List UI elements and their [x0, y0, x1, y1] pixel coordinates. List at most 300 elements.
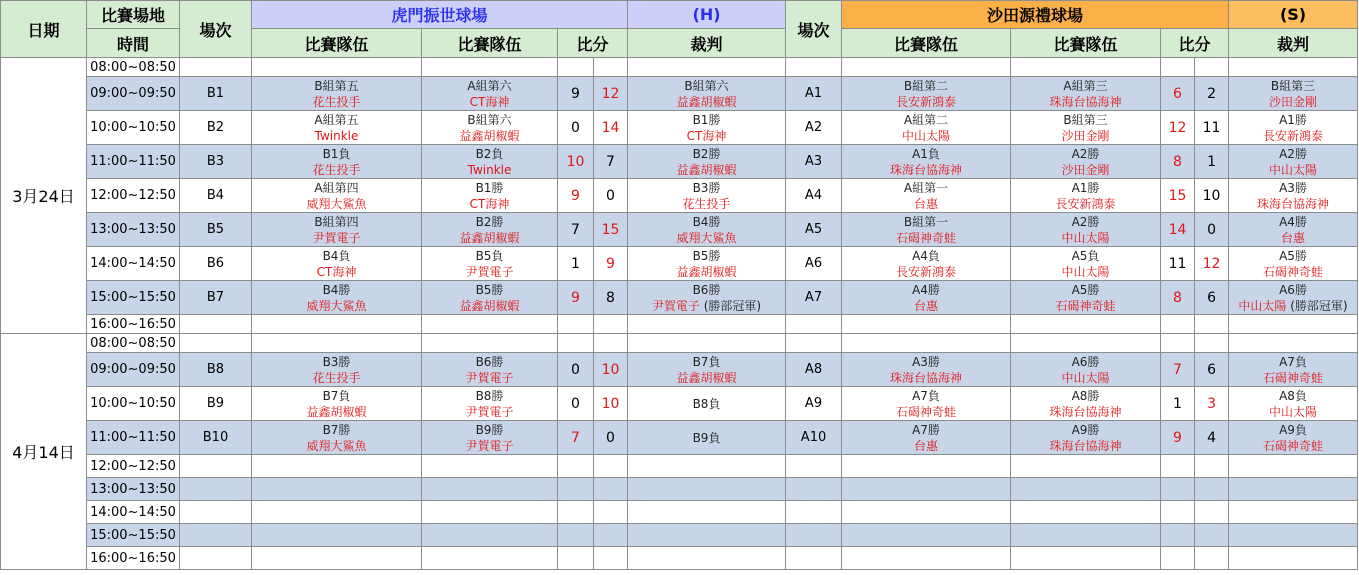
score-2-h: 0: [594, 179, 628, 213]
team-name: 尹賀電子: [465, 264, 514, 279]
team-name: 益鑫胡椒蝦: [676, 94, 737, 109]
team-seed: A3勝: [912, 354, 940, 369]
score-2-s: 10: [1195, 179, 1229, 213]
game-code-s: A1: [786, 77, 842, 111]
team-seed: A2勝: [1279, 146, 1307, 161]
score-1-s: 6: [1161, 77, 1195, 111]
empty-cell: [1229, 334, 1358, 353]
team-seed: A5負: [1071, 248, 1100, 263]
team-name: 中山太陽: [1061, 370, 1110, 385]
team-name: 台惠: [914, 438, 939, 453]
team-1-s: [842, 111, 1011, 145]
team-seed: B3勝: [692, 180, 721, 195]
team-1-h: [252, 77, 422, 111]
empty-cell: [558, 524, 594, 547]
team-2-h: [422, 387, 558, 421]
empty-cell: [422, 334, 558, 353]
header-row-1: [1, 1, 1358, 29]
venue-s-code: (S): [1229, 1, 1358, 29]
referee-h: [628, 247, 786, 281]
empty-cell: [786, 455, 842, 478]
team-name: CT海神: [316, 264, 357, 279]
team-name: 中山太陽: [1061, 230, 1110, 245]
referee-h: [628, 213, 786, 247]
team-name: 中山太陽: [1061, 264, 1110, 279]
referee-h: [628, 145, 786, 179]
time-cell: 12:00~12:50: [87, 455, 180, 478]
team-name: 花生投手: [312, 94, 361, 109]
game-header-h: 場次: [180, 1, 252, 58]
teams-header-s2: 比賽隊伍: [1011, 29, 1161, 58]
game-code-h: B2: [180, 111, 252, 145]
team-name: 尹賀電子: [465, 404, 514, 419]
empty-cell: [422, 315, 558, 334]
team-name: 珠海台協海神: [1049, 94, 1122, 109]
score-1-h: 0: [558, 111, 594, 145]
schedule-row: [1, 353, 1358, 387]
team-name: CT海神: [469, 196, 510, 211]
referee-s: [1229, 421, 1358, 455]
team-name: 尹賀電子: [465, 438, 514, 453]
schedule-row: [1, 145, 1358, 179]
empty-cell: [1195, 524, 1229, 547]
empty-cell: [1229, 58, 1358, 77]
schedule-row: [1, 179, 1358, 213]
venue-s-name: 沙田源禮球場: [842, 1, 1229, 29]
team-1-s: [842, 179, 1011, 213]
empty-cell: [1161, 524, 1195, 547]
team-seed: B7負: [322, 388, 351, 403]
game-code-h: B4: [180, 179, 252, 213]
team-seed: B6勝: [475, 354, 504, 369]
empty-cell: [252, 315, 422, 334]
schedule-row: [1, 111, 1358, 145]
referee-header-h: 裁判: [628, 29, 786, 58]
team-seed: B組第四: [314, 214, 359, 229]
team-2-h: [422, 281, 558, 315]
team-name: 石碣神奇蛙: [896, 230, 957, 245]
team-name: 花生投手: [682, 196, 731, 211]
game-code-h: B10: [180, 421, 252, 455]
empty-cell: [628, 524, 786, 547]
empty-cell: [594, 547, 628, 570]
empty-cell: [422, 478, 558, 501]
empty-cell: [594, 501, 628, 524]
time-cell: 14:00~14:50: [87, 501, 180, 524]
empty-cell: [1161, 478, 1195, 501]
team-seed: B1勝: [475, 180, 504, 195]
referee-s: [1229, 111, 1358, 145]
team-seed: A6勝: [1071, 354, 1100, 369]
time-cell: 08:00~08:50: [87, 58, 180, 77]
team-seed: B組第五: [314, 78, 359, 93]
empty-cell: [422, 58, 558, 77]
time-cell: 13:00~13:50: [87, 478, 180, 501]
empty-cell: [594, 524, 628, 547]
teams-header-h2: 比賽隊伍: [422, 29, 558, 58]
score-1-h: 7: [558, 421, 594, 455]
score-2-s: 4: [1195, 421, 1229, 455]
referee-h: [628, 421, 786, 455]
score-1-h: 9: [558, 179, 594, 213]
empty-cell: [1161, 58, 1195, 77]
score-2-h: 0: [594, 421, 628, 455]
empty-cell: [594, 315, 628, 334]
team-seed: A7負: [912, 388, 940, 403]
empty-cell: [594, 58, 628, 77]
date-cell: 4月14日: [1, 334, 87, 570]
team-name: 威翔大鯊魚: [306, 298, 367, 313]
empty-cell: [180, 334, 252, 353]
time-cell: 08:00~08:50: [87, 334, 180, 353]
team-1-s: [842, 421, 1011, 455]
empty-cell: [180, 58, 252, 77]
team-seed: A組第二: [903, 112, 949, 127]
empty-cell: [628, 547, 786, 570]
empty-cell: [1011, 315, 1161, 334]
team-seed: B5勝: [475, 282, 504, 297]
team-2-s: [1011, 77, 1161, 111]
team-name: Twinkle: [314, 128, 359, 143]
schedule-row: [1, 524, 1358, 547]
team-1-s: [842, 77, 1011, 111]
team-seed: B組第三: [1270, 78, 1316, 93]
time-cell: 16:00~16:50: [87, 315, 180, 334]
score-1-s: 15: [1161, 179, 1195, 213]
referee-h: [628, 111, 786, 145]
empty-cell: [1229, 524, 1358, 547]
team-seed: A1負: [912, 146, 940, 161]
score-1-h: 1: [558, 247, 594, 281]
empty-cell: [842, 315, 1011, 334]
time-cell: 11:00~11:50: [87, 421, 180, 455]
empty-cell: [1195, 478, 1229, 501]
game-code-s: A5: [786, 213, 842, 247]
score-2-h: 8: [594, 281, 628, 315]
empty-cell: [558, 58, 594, 77]
score-2-h: 9: [594, 247, 628, 281]
empty-cell: [1011, 58, 1161, 77]
time-cell: 09:00~09:50: [87, 77, 180, 111]
score-2-s: 11: [1195, 111, 1229, 145]
referee-s: [1229, 281, 1358, 315]
empty-cell: [842, 547, 1011, 570]
team-2-s: [1011, 387, 1161, 421]
team-seed: A8負: [1279, 388, 1307, 403]
score-2-s: 6: [1195, 281, 1229, 315]
game-code-h: B1: [180, 77, 252, 111]
score-2-h: 12: [594, 77, 628, 111]
empty-cell: [1195, 334, 1229, 353]
empty-cell: [558, 455, 594, 478]
venue-h-code: (H): [628, 1, 786, 29]
team-2-h: [422, 353, 558, 387]
empty-cell: [1011, 547, 1161, 570]
score-2-h: 15: [594, 213, 628, 247]
schedule-row: [1, 247, 1358, 281]
team-seed: B組第三: [1063, 112, 1108, 127]
team-seed: A1勝: [1071, 180, 1100, 195]
empty-cell: [1229, 478, 1358, 501]
score-2-s: 1: [1195, 145, 1229, 179]
game-code-s: A9: [786, 387, 842, 421]
referee-h: [628, 179, 786, 213]
team-seed: B5勝: [692, 248, 721, 263]
empty-cell: [1229, 315, 1358, 334]
empty-cell: [1011, 478, 1161, 501]
team-name: 尹賀電子 (勝部冠軍): [651, 298, 762, 313]
referee-s: [1229, 77, 1358, 111]
team-seed: B4勝: [322, 282, 351, 297]
venue-h-name: 虎門振世球場: [252, 1, 628, 29]
team-name: 珠海台協海神: [1049, 438, 1122, 453]
team-2-h: [422, 111, 558, 145]
team-2-h: [422, 145, 558, 179]
team-seed: B5負: [475, 248, 504, 263]
empty-cell: [558, 478, 594, 501]
date-header: 日期: [1, 1, 87, 58]
referee-s: [1229, 247, 1358, 281]
team-2-s: [1011, 353, 1161, 387]
empty-cell: [786, 334, 842, 353]
time-cell: 15:00~15:50: [87, 281, 180, 315]
team-note: (勝部冠軍): [1286, 298, 1348, 313]
referee-h: [628, 353, 786, 387]
game-code-s: A7: [786, 281, 842, 315]
team-seed: B1勝: [692, 112, 721, 127]
score-1-s: 1: [1161, 387, 1195, 421]
empty-cell: [786, 547, 842, 570]
team-name: 益鑫胡椒蝦: [676, 264, 737, 279]
venue-header: 比賽場地: [87, 1, 180, 29]
referee-s: [1229, 145, 1358, 179]
team-name: 長安新鴻泰: [1055, 196, 1116, 211]
team-seed: A組第五: [314, 112, 359, 127]
score-header-s: 比分: [1161, 29, 1229, 58]
game-code-s: A6: [786, 247, 842, 281]
schedule-row: [1, 281, 1358, 315]
empty-cell: [1195, 501, 1229, 524]
empty-cell: [1195, 547, 1229, 570]
team-name: 石碣神奇蛙: [1055, 298, 1116, 313]
referee-s: [1229, 387, 1358, 421]
team-name: Twinkle: [467, 162, 512, 177]
empty-cell: [1161, 334, 1195, 353]
team-name: 威翔大鯊魚: [306, 438, 367, 453]
empty-cell: [628, 315, 786, 334]
empty-cell: [1161, 501, 1195, 524]
team-name: 石碣神奇蛙: [1263, 264, 1324, 279]
team-2-s: [1011, 421, 1161, 455]
team-seed: B7勝: [322, 422, 351, 437]
empty-cell: [842, 478, 1011, 501]
empty-cell: [786, 315, 842, 334]
team-2-h: [422, 421, 558, 455]
score-1-s: 11: [1161, 247, 1195, 281]
score-1-s: 12: [1161, 111, 1195, 145]
time-header: 時間: [87, 29, 180, 58]
empty-cell: [1161, 547, 1195, 570]
empty-cell: [1229, 547, 1358, 570]
team-name: 花生投手: [312, 370, 361, 385]
referee-s: [1229, 179, 1358, 213]
team-2-s: [1011, 145, 1161, 179]
team-name: 石碣神奇蛙: [896, 404, 957, 419]
team-seed: A組第一: [903, 180, 949, 195]
team-1-h: [252, 179, 422, 213]
empty-cell: [594, 334, 628, 353]
team-seed: A3勝: [1279, 180, 1307, 195]
score-1-s: 8: [1161, 281, 1195, 315]
team-2-h: [422, 179, 558, 213]
team-name: 台惠: [914, 196, 939, 211]
team-seed: B1負: [322, 146, 351, 161]
team-seed: B8勝: [475, 388, 504, 403]
empty-cell: [180, 455, 252, 478]
team-seed: B組第二: [903, 78, 949, 93]
empty-cell: [252, 501, 422, 524]
time-cell: 09:00~09:50: [87, 353, 180, 387]
team-2-s: [1011, 247, 1161, 281]
empty-cell: [252, 547, 422, 570]
empty-cell: [786, 501, 842, 524]
referee-h: [628, 387, 786, 421]
team-1-s: [842, 145, 1011, 179]
game-code-s: A3: [786, 145, 842, 179]
game-code-h: B6: [180, 247, 252, 281]
score-2-s: 6: [1195, 353, 1229, 387]
schedule-row: [1, 77, 1358, 111]
empty-cell: [558, 501, 594, 524]
team-1-h: [252, 213, 422, 247]
team-1-h: [252, 387, 422, 421]
team-1-s: [842, 247, 1011, 281]
time-cell: 16:00~16:50: [87, 547, 180, 570]
score-2-h: 7: [594, 145, 628, 179]
team-seed: A2勝: [1071, 214, 1100, 229]
team-name: 珠海台協海神: [1257, 196, 1330, 211]
team-seed: B8負: [692, 396, 721, 411]
schedule-row: [1, 547, 1358, 570]
time-cell: 14:00~14:50: [87, 247, 180, 281]
schedule-row: [1, 334, 1358, 353]
team-2-h: [422, 247, 558, 281]
schedule-row: [1, 315, 1358, 334]
score-2-h: 10: [594, 387, 628, 421]
empty-cell: [842, 501, 1011, 524]
empty-cell: [628, 501, 786, 524]
empty-cell: [594, 478, 628, 501]
empty-cell: [1229, 455, 1358, 478]
team-seed: B9負: [692, 430, 721, 445]
score-2-s: 3: [1195, 387, 1229, 421]
empty-cell: [628, 478, 786, 501]
empty-cell: [422, 547, 558, 570]
team-seed: A8勝: [1071, 388, 1100, 403]
referee-header-s: 裁判: [1229, 29, 1358, 58]
team-1-h: [252, 421, 422, 455]
score-1-h: 0: [558, 353, 594, 387]
empty-cell: [422, 524, 558, 547]
empty-cell: [1195, 58, 1229, 77]
team-name: 益鑫胡椒蝦: [459, 298, 520, 313]
empty-cell: [842, 334, 1011, 353]
date-cell: 3月24日: [1, 58, 87, 334]
team-note: (勝部冠軍): [699, 298, 762, 313]
score-1-s: 8: [1161, 145, 1195, 179]
team-seed: B4勝: [692, 214, 721, 229]
time-cell: 10:00~10:50: [87, 111, 180, 145]
score-2-s: 2: [1195, 77, 1229, 111]
empty-cell: [252, 58, 422, 77]
team-2-h: [422, 213, 558, 247]
empty-cell: [1195, 455, 1229, 478]
schedule-row: [1, 478, 1358, 501]
team-2-s: [1011, 281, 1161, 315]
team-name: 益鑫胡椒蝦: [306, 404, 367, 419]
team-1-h: [252, 353, 422, 387]
empty-cell: [786, 58, 842, 77]
referee-s: [1229, 353, 1358, 387]
score-1-s: 7: [1161, 353, 1195, 387]
empty-cell: [1161, 315, 1195, 334]
schedule-row: [1, 501, 1358, 524]
team-seed: A9負: [1279, 422, 1307, 437]
team-name: 尹賀電子: [465, 370, 514, 385]
schedule-row: [1, 387, 1358, 421]
team-seed: A4負: [912, 248, 940, 263]
empty-cell: [252, 524, 422, 547]
team-name: 石碣神奇蛙: [1263, 438, 1324, 453]
score-2-s: 12: [1195, 247, 1229, 281]
referee-s: [1229, 213, 1358, 247]
game-code-s: A2: [786, 111, 842, 145]
team-seed: B3勝: [322, 354, 351, 369]
team-seed: A7勝: [912, 422, 940, 437]
empty-cell: [1161, 455, 1195, 478]
empty-cell: [252, 478, 422, 501]
team-1-s: [842, 353, 1011, 387]
team-1-h: [252, 145, 422, 179]
time-cell: 12:00~12:50: [87, 179, 180, 213]
schedule-row: [1, 421, 1358, 455]
team-name: 益鑫胡椒蝦: [676, 370, 737, 385]
empty-cell: [180, 524, 252, 547]
team-1-s: [842, 213, 1011, 247]
empty-cell: [628, 58, 786, 77]
team-1-h: [252, 111, 422, 145]
team-seed: B7負: [692, 354, 721, 369]
game-code-h: B3: [180, 145, 252, 179]
team-name: 益鑫胡椒蝦: [676, 162, 737, 177]
empty-cell: [422, 501, 558, 524]
teams-header-s1: 比賽隊伍: [842, 29, 1011, 58]
empty-cell: [252, 334, 422, 353]
time-cell: 13:00~13:50: [87, 213, 180, 247]
team-seed: A2勝: [1071, 146, 1100, 161]
score-1-h: 9: [558, 77, 594, 111]
teams-header-h1: 比賽隊伍: [252, 29, 422, 58]
team-name: CT海神: [469, 94, 510, 109]
team-seed: B組第六: [467, 112, 512, 127]
team-1-h: [252, 247, 422, 281]
empty-cell: [842, 58, 1011, 77]
team-seed: A組第六: [467, 78, 512, 93]
empty-cell: [180, 547, 252, 570]
team-seed: B4負: [322, 248, 351, 263]
team-name: 益鑫胡椒蝦: [459, 128, 520, 143]
empty-cell: [252, 455, 422, 478]
